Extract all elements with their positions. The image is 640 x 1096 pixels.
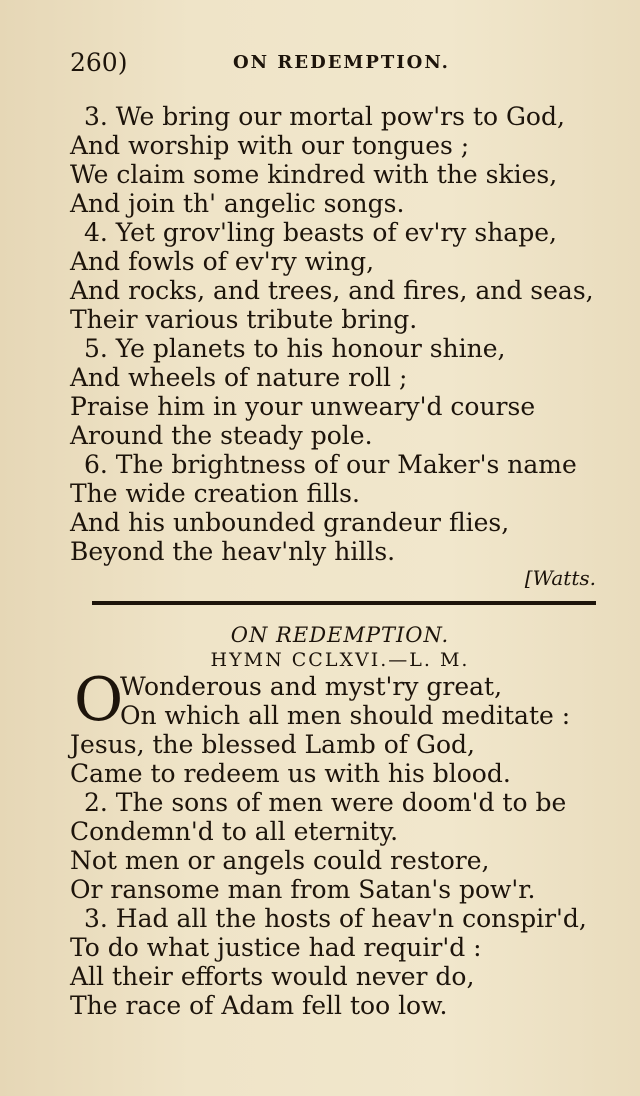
hymn-line: 4. Yet grov'ling beasts of ev'ry shape, (84, 218, 557, 247)
hymn-line: 6. The brightness of our Maker's name (84, 450, 577, 479)
hymn-line: Condemn'd to all eternity. (70, 817, 399, 846)
running-head: ON REDEMPTION. (233, 52, 450, 73)
author-attribution: [Watts. (524, 566, 596, 590)
hymn-line: The race of Adam fell too low. (70, 991, 448, 1020)
hymn-line: On which all men should meditate : (120, 701, 571, 730)
hymn-line: All their efforts would never do, (70, 962, 475, 991)
hymn-number: HYMN CCLXVI.—L. M. (210, 649, 470, 671)
hymn-line: Wonderous and myst'ry great, (120, 672, 503, 701)
hymn-line: Praise him in your unweary'd course (70, 392, 536, 421)
hymn-line: Came to redeem us with his blood. (70, 759, 511, 788)
hymn-line: Jesus, the blessed Lamb of God, (70, 730, 475, 759)
hymn-line: 5. Ye planets to his honour shine, (84, 334, 506, 363)
hymn-line: And join th' angelic songs. (70, 189, 405, 218)
hymn-line: The wide creation fills. (70, 479, 360, 508)
hymn-heading (70, 622, 610, 672)
hymn-line: 3. We bring our mortal pow'rs to God, (84, 102, 565, 131)
section-divider (92, 601, 596, 605)
page-number: 260) (70, 48, 128, 77)
hymn-text (70, 665, 600, 1020)
hymn-line: To do what justice had requir'd : (70, 933, 482, 962)
hymn-line: Their various tribute bring. (70, 305, 418, 334)
hymn-line: 2. The sons of men were doom'd to be (84, 788, 567, 817)
page-header (70, 48, 590, 84)
hymn-line: Not men or angels could restore, (70, 846, 490, 875)
hymn-line: And fowls of ev'ry wing, (70, 247, 375, 276)
hymn-line: And worship with our tongues ; (70, 131, 470, 160)
drop-cap: O (74, 665, 124, 735)
hymn-line: 3. Had all the hosts of heav'n conspir'd, (84, 904, 587, 933)
hymn-line: We claim some kindred with the skies, (70, 160, 558, 189)
hymn-line: Beyond the heav'nly hills. (70, 537, 396, 566)
hymn-line: Around the steady pole. (70, 421, 373, 450)
hymn-line: And rocks, and trees, and fires, and seas, (70, 276, 594, 305)
previous-hymn-text (70, 102, 600, 566)
hymn-line: Or ransome man from Satan's pow'r. (70, 875, 536, 904)
hymn-line: And wheels of nature roll ; (70, 363, 408, 392)
hymn-line: And his unbounded grandeur flies, (70, 508, 510, 537)
hymn-title: ON REDEMPTION. (230, 623, 450, 647)
